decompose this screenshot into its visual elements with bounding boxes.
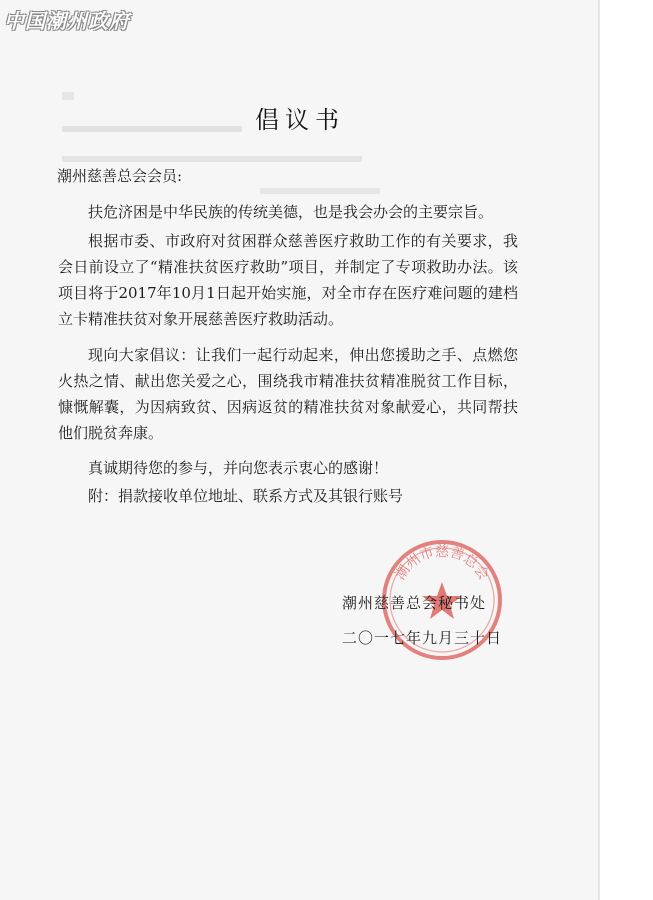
seal-text	[392, 544, 492, 583]
ghost-mark	[62, 92, 74, 100]
paragraph-3: 现向大家倡议：让我们一起行动起来，伸出您援助之手、点燃您火热之情、献出您关爱之心，围绕我市精准扶贫精准脱贫工作目标，慷慨解囊，为因病致贫、因病返贫的精准扶贫对象献爱心，共同帮扶他们脱贫奔康。	[58, 346, 518, 442]
date: 二〇一七年九月三十日	[342, 629, 503, 647]
attachment-note: 附：捐款接收单位地址、联系方式及其银行账号	[88, 487, 404, 505]
salutation: 潮州慈善总会会员:	[57, 167, 183, 185]
paragraph-1: 扶危济困是中华民族的传统美德，也是我会办会的主要宗旨。	[88, 203, 494, 221]
signature: 潮州慈善总会秘书处	[342, 594, 487, 612]
ghost-line-2	[62, 156, 362, 162]
paragraph-4: 真诚期待您的参与，并向您表示衷心的感谢！	[88, 459, 389, 477]
ghost-line-3	[260, 188, 380, 194]
watermark-logo: 中国潮州政府	[4, 9, 130, 33]
page-title: 倡议书	[255, 106, 345, 134]
seal-text-path: 潮州市慈善总会	[392, 543, 492, 583]
paragraph-2: 根据市委、市政府对贫困群众慈善医疗救助工作的有关要求，我会日前设立了“精准扶贫医疗救助”项目，并制定了专项救助办法。该项目将于2017年10月1日起开始实施，对全市存在医疗难问题的建档立卡精准扶贫对象开展慈善医疗救助活动。	[58, 232, 518, 328]
